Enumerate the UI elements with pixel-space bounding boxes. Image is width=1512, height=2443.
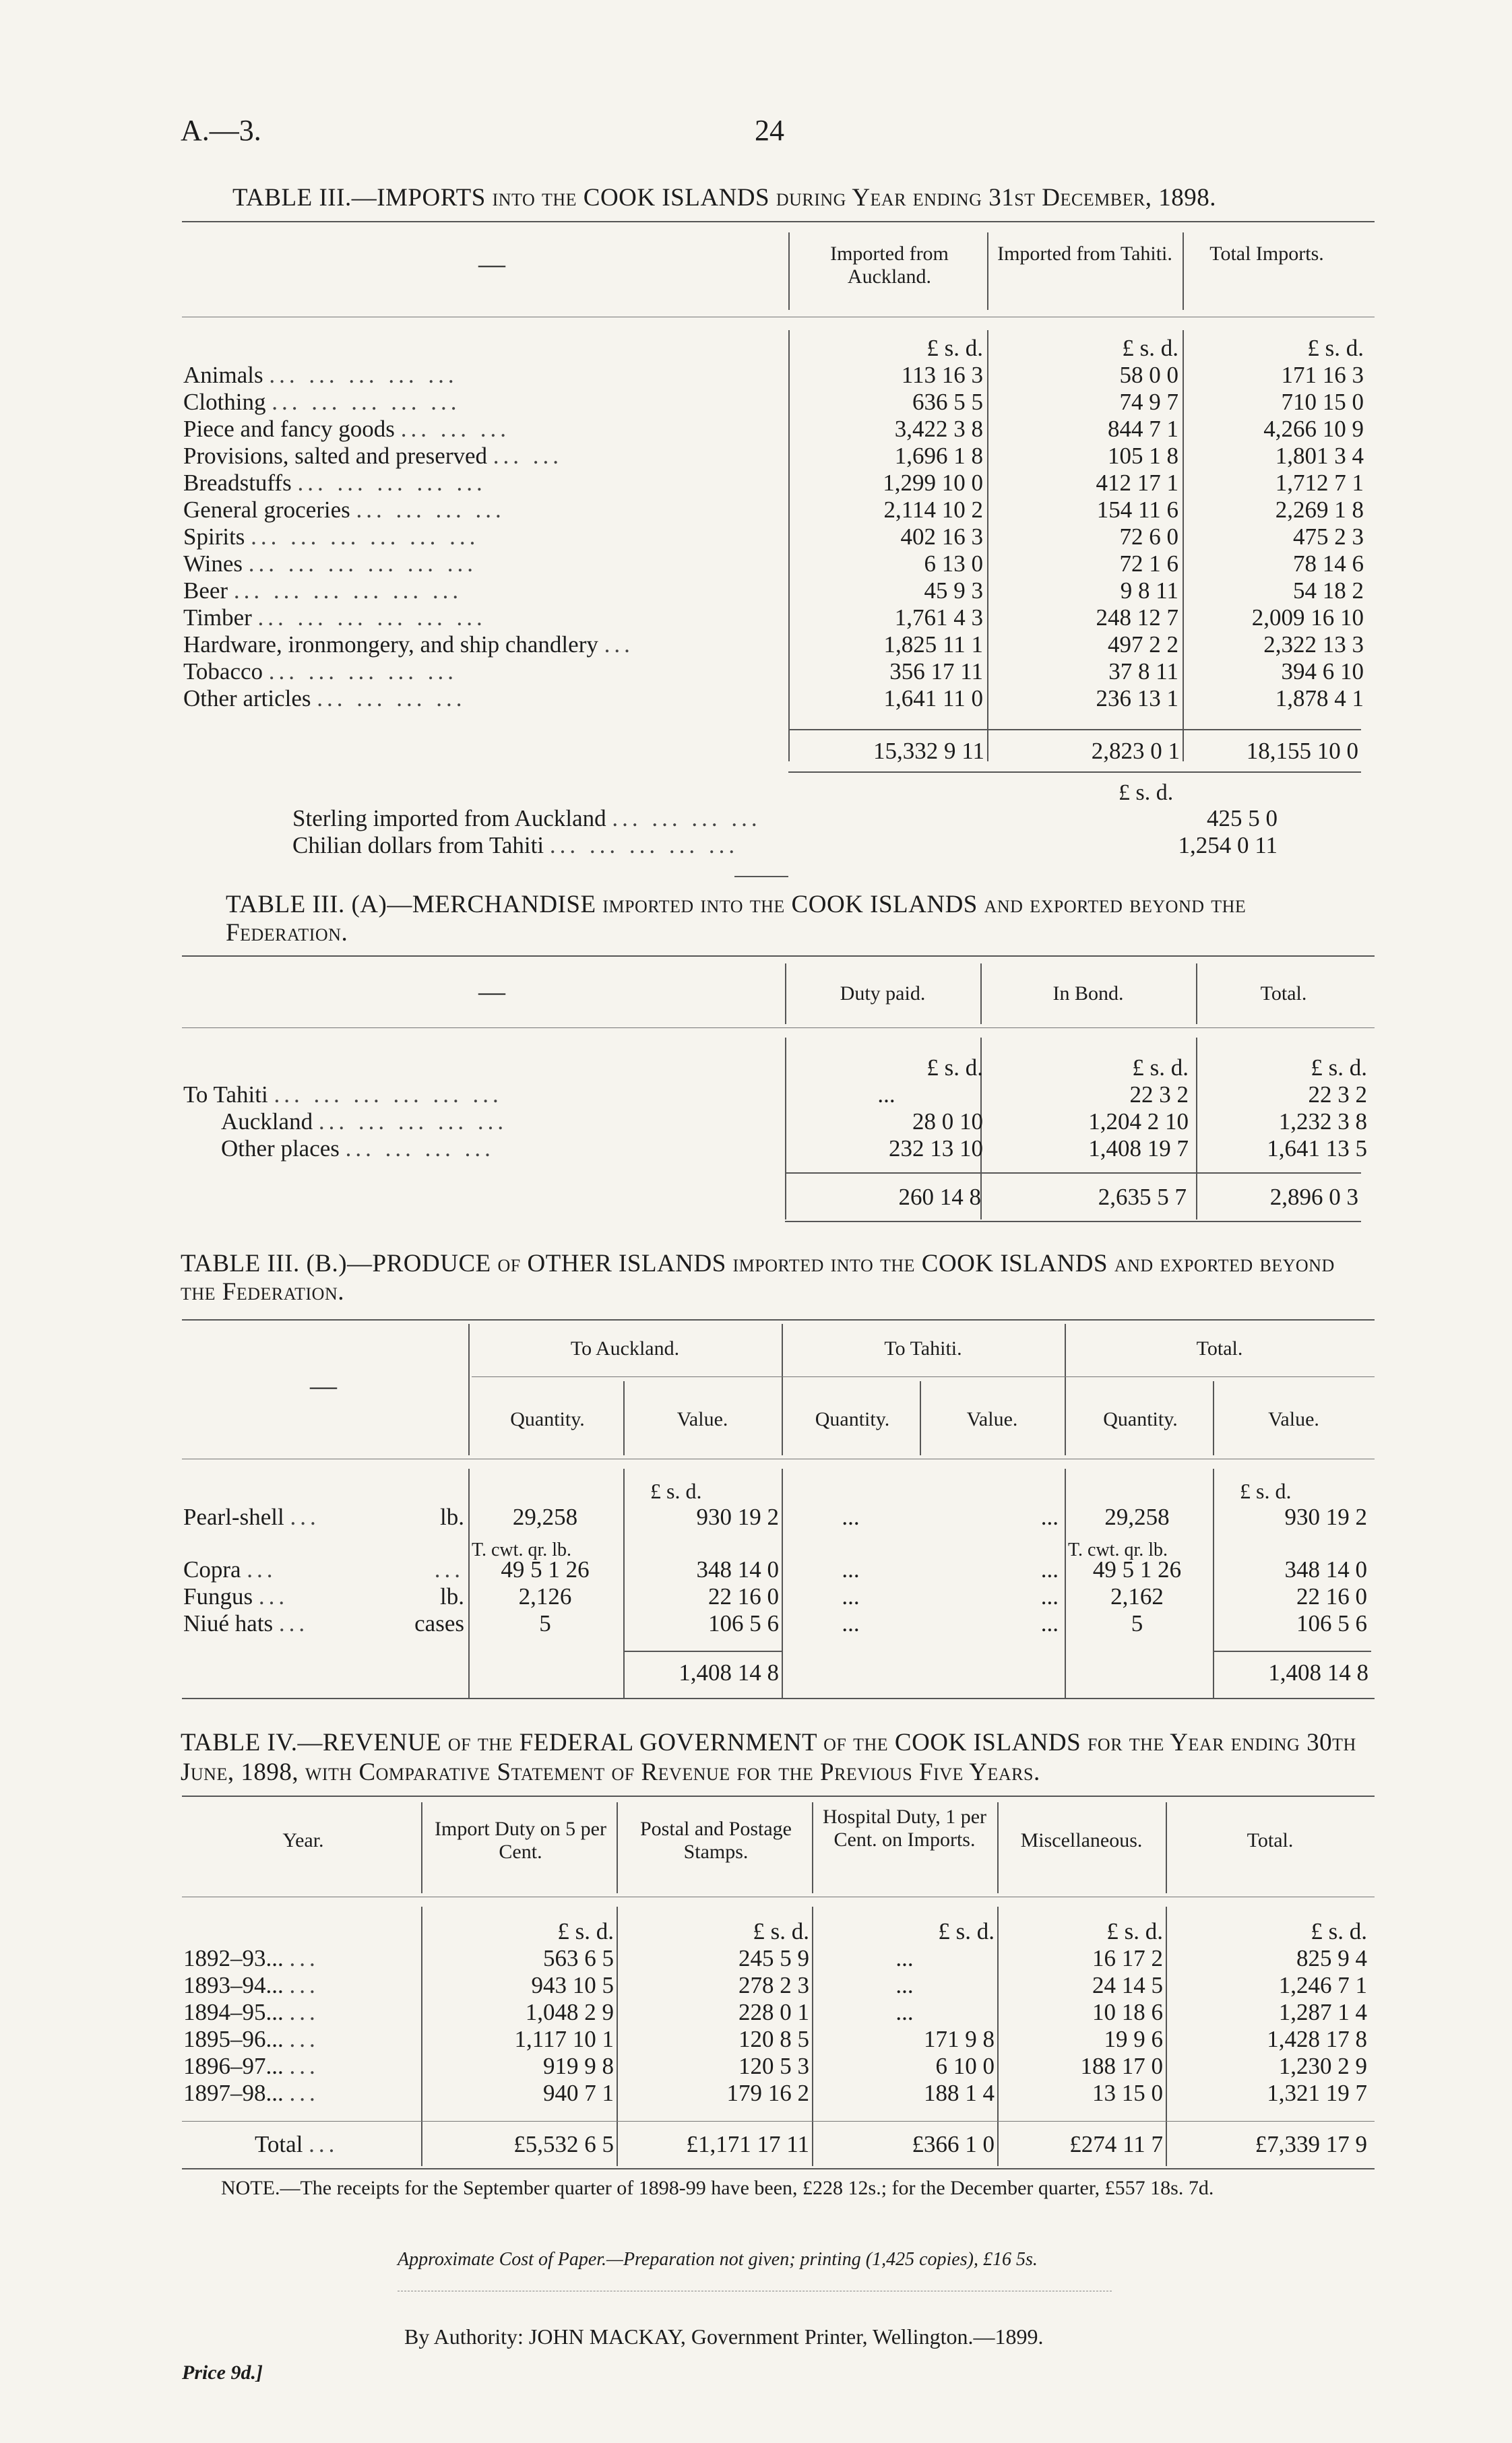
cell-total: 1,801 3 4: [1275, 443, 1364, 469]
totals-row: [788, 738, 1361, 765]
table4-col-divider: [421, 1802, 422, 1893]
sterling-units: £ s. d.: [1119, 780, 1174, 805]
table-row: Breadstuffs ... ... ... ... ... 1,299 10 0 412 17 1 1,712 7 1: [181, 470, 1366, 497]
table3-title: TABLE III.—IMPORTS into the COOK ISLANDS during Year ending 31st December, 1898.: [232, 184, 1217, 212]
table3a-header-duty: Duty paid.: [840, 982, 926, 1005]
cell-duty: ...: [877, 1081, 895, 1108]
cell-value: 106 5 6: [708, 1610, 779, 1637]
table4-title: TABLE IV.—REVENUE of the FEDERAL GOVERNMENT of the COOK ISLANDS for the Year ending 30th June, 1898, with Comparative Statement of Revenue for the Previous Five Years.: [181, 1729, 1356, 1786]
cell-total: 1,230 2 9: [1278, 2053, 1367, 2079]
cell-qty: 49 5 1 26: [501, 1556, 590, 1583]
row-label: Auckland: [221, 1108, 313, 1135]
cell-total: 4,266 10 9: [1263, 416, 1364, 442]
cell-hospital: ...: [895, 1972, 914, 1998]
table3b-col-divider: [468, 1324, 470, 1455]
table-row: Hardware, ironmongery, and ship chandlery ... 1,825 11 1 497 2 2 2,322 13 3: [181, 631, 1366, 658]
cell-import: 919 9 8: [543, 2053, 614, 2079]
cell-qty: 49 5 1 26: [1092, 1556, 1182, 1583]
table3b-total-rule: [623, 1651, 782, 1652]
units-label: £ s. d.: [926, 1054, 983, 1081]
cell-total: 54 18 2: [1293, 577, 1364, 604]
table3a-units-row: [181, 1054, 1370, 1081]
row-label: Animals: [183, 362, 263, 388]
cell-value: 348 14 0: [696, 1556, 779, 1583]
table-row: 1892–93... ... 563 6 5 245 5 9 ... 16 17 2 825 9 4: [181, 1945, 1370, 1972]
cell-misc: 10 18 6: [1092, 1999, 1163, 2025]
table3-total-rule: [788, 729, 1361, 730]
table3b-col-divider: [1213, 1381, 1214, 1455]
table4-col-divider: [1166, 1802, 1167, 1893]
table3-col-divider: [1183, 232, 1184, 310]
table-row: Spirits ... ... ... ... ... ... 402 16 3 72 6 0 475 2 3: [181, 524, 1366, 550]
cell-total: 1,641 13 5: [1267, 1135, 1367, 1162]
row-year: 1892–93...: [183, 1945, 284, 1971]
table4-header-import: Import Duty on 5 per Cent.: [435, 1818, 606, 1863]
total-merchandise: 2,896 0 3: [1269, 1184, 1358, 1210]
table3b-stub-dash: —: [310, 1370, 337, 1401]
units-label: £ s. d.: [1106, 1918, 1163, 1944]
row-label: General groceries: [183, 497, 350, 523]
table3-top-rule: [182, 221, 1375, 222]
table4-col-divider: [997, 1802, 999, 1893]
total-tahiti: 2,823 0 1: [1091, 738, 1180, 764]
cost-note: Approximate Cost of Paper.—Preparation not given; printing (1,425 copies), £16 5s.: [398, 2249, 1038, 2270]
cell-postal: 120 8 5: [738, 2026, 809, 2052]
cell-total: 2,009 16 10: [1251, 604, 1364, 631]
row-label: Piece and fancy goods: [183, 416, 395, 442]
cell-misc: 24 14 5: [1092, 1972, 1163, 1998]
sterling-value: 1,254 0 11: [1178, 832, 1278, 858]
table-row: Piece and fancy goods ... ... ... 3,422 3 8 844 7 1 4,266 10 9: [181, 416, 1366, 443]
cell-postal: 179 16 2: [726, 2080, 809, 2106]
table3b-header-total: Total.: [1196, 1337, 1243, 1360]
cell-auckland: 1,641 11 0: [883, 685, 983, 711]
cell-tahiti: 72 1 6: [1119, 550, 1178, 577]
table-row: General groceries ... ... ... ... 2,114 10 2 154 11 6 2,269 1 8: [181, 497, 1366, 524]
table3b-subheader: Quantity.: [1103, 1408, 1178, 1430]
table3-col-divider: [987, 232, 988, 310]
cell-total: 2,322 13 3: [1263, 631, 1364, 658]
table3b-subheader: Quantity.: [815, 1408, 890, 1430]
table4-header-misc: Miscellaneous.: [1020, 1829, 1143, 1851]
table3-col-divider: [788, 232, 790, 310]
row-label: Wines: [183, 550, 243, 577]
table-row: Other articles ... ... ... ... 1,641 11 0 236 13 1 1,878 4 1: [181, 685, 1366, 712]
cell-qty: 29,258: [1104, 1504, 1170, 1530]
cell-duty: 28 0 10: [912, 1108, 983, 1135]
table-row: Tobacco ... ... ... ... ... 356 17 11 37 8 11 394 6 10: [181, 658, 1366, 685]
row-label: Breadstuffs: [183, 470, 292, 496]
cell-auckland: 6 13 0: [924, 550, 983, 577]
total-auckland: 15,332 9 11: [873, 738, 984, 764]
cell-auckland: 356 17 11: [889, 658, 983, 685]
cell-total: 78 14 6: [1293, 550, 1364, 577]
row-label: Hardware, ironmongery, and ship chandlery: [183, 631, 598, 658]
cell-auckland: 2,114 10 2: [883, 497, 983, 523]
table3a-body: [181, 1054, 1370, 1162]
table3-header-auckland: Imported from Auckland.: [830, 243, 949, 288]
value-units: £ s. d.: [650, 1479, 702, 1503]
table3b-top-rule: [182, 1319, 1375, 1321]
cell-hospital: 171 9 8: [924, 2026, 995, 2052]
table3a-total-rule: [785, 1172, 1361, 1174]
cell-tahiti: 412 17 1: [1096, 470, 1178, 496]
table3a-header-rule: [182, 1027, 1375, 1028]
cell-import: 1,048 2 9: [525, 1999, 614, 2025]
row-label: Copra: [183, 1556, 241, 1583]
table3-totals: [788, 738, 1361, 765]
cell-misc: 188 17 0: [1080, 2053, 1163, 2079]
table4-col-divider: [617, 1802, 618, 1893]
units-label: £ s. d.: [926, 335, 983, 361]
table4-header-hospital: Hospital Duty, 1 per Cent. on Imports.: [822, 1806, 987, 1851]
table-row: Timber ... ... ... ... ... ... 1,761 4 3 248 12 7 2,009 16 10: [181, 604, 1366, 631]
cell-auckland: 113 16 3: [901, 362, 983, 388]
total-auckland-value: 1,408 14 8: [679, 1659, 779, 1686]
table3b-bottom-rule: [182, 1698, 1375, 1699]
units-label: £ s. d.: [557, 1918, 614, 1944]
units-label: £ s. d.: [1311, 1054, 1367, 1081]
table3b-subheader: Quantity.: [510, 1408, 585, 1430]
table-row: Beer ... ... ... ... ... ... 45 9 3 9 8 11 54 18 2: [181, 577, 1366, 604]
row-label: Beer: [183, 577, 228, 604]
cell-import: 563 6 5: [543, 1945, 614, 1971]
separator-rule: [734, 876, 788, 877]
cell-tahiti: 154 11 6: [1096, 497, 1178, 523]
units-label: £ s. d.: [1311, 1918, 1367, 1944]
copra-units: T. cwt. qr. lb.: [1068, 1540, 1168, 1560]
row-label: Tobacco: [183, 658, 263, 685]
cell-total: 1,232 3 8: [1278, 1108, 1367, 1135]
cell-tahiti: 844 7 1: [1108, 416, 1178, 442]
cell-total: 394 6 10: [1281, 658, 1364, 685]
units-label: £ s. d.: [938, 1918, 995, 1944]
cell-bond: 1,408 19 7: [1088, 1135, 1189, 1162]
row-label: Timber: [183, 604, 252, 631]
cell-total: 1,287 1 4: [1278, 1999, 1367, 2025]
table-row: Niué hats ... cases 5 106 5 6 ... ... 5 106 5 6: [181, 1610, 1370, 1637]
total-duty: 260 14 8: [898, 1184, 981, 1210]
cell-qty: ...: [842, 1504, 860, 1530]
table3a-col-divider: [785, 963, 786, 1024]
table3b-title: TABLE III. (B.)—PRODUCE of OTHER ISLANDS imported into the COOK ISLANDS and exported beyond the Federation.: [181, 1250, 1335, 1306]
row-label: Other places: [221, 1135, 340, 1162]
table-row: To Tahiti ... ... ... ... ... ... ... 22 3 2 22 3 2: [181, 1081, 1370, 1108]
price: Price 9d.]: [182, 2361, 263, 2384]
cell-tahiti: 105 1 8: [1108, 443, 1178, 469]
totals-row: Total ... £5,532 6 5 £1,171 17 11 £366 1 0 £274 11 7 £7,339 17 9: [181, 2131, 1370, 2158]
total-label: Total: [255, 2131, 303, 2157]
cell-hospital: 188 1 4: [924, 2080, 995, 2106]
cell-total: 475 2 3: [1293, 524, 1364, 550]
row-label: Fungus: [183, 1583, 253, 1610]
cell-hospital: 6 10 0: [935, 2053, 995, 2079]
total-bond: 2,635 5 7: [1098, 1184, 1187, 1210]
total-misc: £274 11 7: [1069, 2131, 1163, 2157]
cell-auckland: 1,299 10 0: [883, 470, 983, 496]
cell-import: 940 7 1: [543, 2080, 614, 2106]
cell-total: 171 16 3: [1281, 362, 1364, 388]
row-label: Pearl-shell: [183, 1504, 284, 1530]
cell-total: 710 15 0: [1281, 389, 1364, 415]
table3b-group-rule: [472, 1376, 1375, 1377]
table3a-totals: [785, 1184, 1361, 1211]
cell-total: 2,269 1 8: [1275, 497, 1364, 523]
total-import: £5,532 6 5: [513, 2131, 614, 2157]
cell-value: 106 5 6: [1296, 1610, 1367, 1637]
row-label: Clothing: [183, 389, 266, 415]
cell-auckland: 402 16 3: [900, 524, 983, 550]
table3-bottom-rule: [788, 771, 1361, 773]
table-row: Sterling imported from Auckland ... ... ... ... 425 5 0: [290, 805, 1280, 832]
table3b-header-auckland: To Auckland.: [570, 1337, 680, 1360]
table-row: Chilian dollars from Tahiti ... ... ... ... ... 1,254 0 11: [290, 832, 1280, 859]
cell-qty: 5: [1131, 1610, 1143, 1637]
table3b-total-rule: [1213, 1651, 1371, 1652]
cell-auckland: 3,422 3 8: [894, 416, 983, 442]
table-row: 1897–98... ... 940 7 1 179 16 2 188 1 4 13 15 0 1,321 19 7: [181, 2080, 1370, 2107]
table4-total-rule: [182, 2121, 1375, 2122]
printer-authority: By Authority: JOHN MACKAY, Government Printer, Wellington.—1899.: [404, 2324, 1044, 2349]
cell-postal: 120 5 3: [738, 2053, 809, 2079]
row-label: Other articles: [183, 685, 311, 711]
cell-misc: 19 9 6: [1104, 2026, 1163, 2052]
units-label: £ s. d.: [1307, 335, 1364, 361]
table-row: Wines ... ... ... ... ... ... 6 13 0 72 1 6 78 14 6: [181, 550, 1366, 577]
cell-total: 1,246 7 1: [1278, 1972, 1367, 1998]
total-postal: £1,171 17 11: [686, 2131, 809, 2157]
cell-qty: ...: [842, 1583, 860, 1610]
table4-totals: [181, 2131, 1370, 2158]
total-imports: 18,155 10 0: [1246, 738, 1358, 764]
cell-import: 943 10 5: [531, 1972, 614, 1998]
row-label: Provisions, salted and preserved: [183, 443, 488, 469]
cell-tahiti: 9 8 11: [1120, 577, 1178, 604]
table-row: 1894–95... ... 1,048 2 9 228 0 1 ... 10 18 6 1,287 1 4: [181, 1999, 1370, 2026]
cell-value: 930 19 2: [696, 1504, 779, 1530]
table-row: 1893–94... ... 943 10 5 278 2 3 ... 24 14 5 1,246 7 1: [181, 1972, 1370, 1999]
table4-header-year: Year.: [282, 1829, 324, 1851]
cell-bond: 1,204 2 10: [1088, 1108, 1189, 1135]
table-row: Animals ... ... ... ... ... 113 16 3 58 0 0 171 16 3: [181, 362, 1366, 389]
table3b-body: [181, 1556, 1370, 1637]
totals-row: [623, 1659, 1371, 1686]
cell-value: ...: [1040, 1504, 1059, 1530]
cell-tahiti: 58 0 0: [1119, 362, 1178, 388]
document-reference: A.—3.: [181, 114, 261, 147]
row-label: Spirits: [183, 524, 245, 550]
table3a-col-divider: [980, 963, 982, 1024]
cell-auckland: 1,825 11 1: [883, 631, 983, 658]
table3b-pearlshell: [181, 1504, 1370, 1531]
table3-body: [181, 335, 1366, 712]
cell-value: 22 16 0: [708, 1583, 779, 1610]
table3a-col-divider: [1196, 963, 1197, 1024]
sterling-table: [290, 805, 1280, 859]
cell-qty: 2,162: [1110, 1583, 1164, 1610]
table3a-bottom-rule: [785, 1221, 1361, 1222]
cell-qty: ...: [842, 1556, 860, 1583]
row-label: Sterling imported from Auckland: [292, 805, 606, 831]
table4-header-total: Total.: [1247, 1829, 1294, 1851]
cell-misc: 13 15 0: [1092, 2080, 1163, 2106]
row-year: 1897–98...: [183, 2080, 284, 2106]
units-label: £ s. d.: [1132, 1054, 1189, 1081]
table4-bottom-rule: [182, 2168, 1375, 2169]
table3a-header-bond: In Bond.: [1052, 982, 1124, 1005]
copra-units: T. cwt. qr. lb.: [472, 1540, 572, 1560]
table4-top-rule: [182, 1796, 1375, 1797]
cell-qty: 29,258: [512, 1504, 578, 1530]
row-year: 1896–97...: [183, 2053, 284, 2079]
table3a-top-rule: [182, 955, 1375, 957]
cell-postal: 245 5 9: [738, 1945, 809, 1971]
cell-auckland: 636 5 5: [912, 389, 983, 415]
table3b-totals: [623, 1659, 1371, 1686]
row-year: 1895–96...: [183, 2026, 284, 2052]
cell-postal: 228 0 1: [738, 1999, 809, 2025]
table-row: Other places ... ... ... ... 232 13 10 1,408 19 7 1,641 13 5: [181, 1135, 1370, 1162]
cell-value: ...: [1040, 1583, 1059, 1610]
table4-col-divider: [812, 1802, 813, 1893]
table3b-subheader: Value.: [676, 1408, 728, 1430]
row-unit: lb.: [440, 1504, 464, 1530]
page-number: 24: [755, 114, 784, 147]
cell-tahiti: 74 9 7: [1119, 389, 1178, 415]
table3-header-total: Total Imports.: [1209, 243, 1324, 265]
cell-bond: 22 3 2: [1129, 1081, 1189, 1108]
cell-total: 1,878 4 1: [1275, 685, 1364, 711]
sterling-value: 425 5 0: [1207, 805, 1278, 831]
table-row: 1895–96... ... 1,117 10 1 120 8 5 171 9 8 19 9 6 1,428 17 8: [181, 2026, 1370, 2053]
cell-duty: 232 13 10: [889, 1135, 983, 1162]
table4-body: [181, 1918, 1370, 2107]
cell-postal: 278 2 3: [738, 1972, 809, 1998]
total-value: 1,408 14 8: [1268, 1659, 1368, 1686]
cell-misc: 16 17 2: [1092, 1945, 1163, 1971]
table4-note: NOTE.—The receipts for the September quarter of 1898-99 have been, £228 12s.; for the December quarter, £557 18s. 7d.: [221, 2177, 1214, 2199]
cell-qty: ...: [842, 1610, 860, 1637]
cell-hospital: ...: [895, 1945, 914, 1971]
total-hospital: £366 1 0: [912, 2131, 995, 2157]
cell-qty: 5: [539, 1610, 551, 1637]
row-year: 1893–94...: [183, 1972, 284, 1998]
table3b-col-divider: [920, 1381, 921, 1455]
total-revenue: £7,339 17 9: [1255, 2131, 1367, 2157]
table4-header-postal: Postal and Postage Stamps.: [640, 1818, 792, 1863]
cell-total: 22 3 2: [1308, 1081, 1367, 1108]
table-row: Provisions, salted and preserved ... ... 1,696 1 8 105 1 8 1,801 3 4: [181, 443, 1366, 470]
table-row: Copra ... ... 49 5 1 26 348 14 0 ... ... 49 5 1 26 348 14 0: [181, 1556, 1370, 1583]
cell-value: ...: [1040, 1556, 1059, 1583]
table3-stub-dash: —: [478, 249, 505, 279]
table3a-title: TABLE III. (A)—MERCHANDISE imported into the COOK ISLANDS and exported beyond the Federation.: [226, 891, 1247, 947]
table3b-col-divider: [1065, 1324, 1066, 1455]
cell-qty: 2,126: [518, 1583, 572, 1610]
table3b-col-divider: [623, 1381, 625, 1455]
cell-hospital: ...: [895, 1999, 914, 2025]
cell-tahiti: 72 6 0: [1119, 524, 1178, 550]
totals-row: [785, 1184, 1361, 1211]
table3a-stub-dash: —: [478, 976, 505, 1007]
cell-auckland: 1,696 1 8: [894, 443, 983, 469]
row-label: To Tahiti: [183, 1081, 268, 1108]
row-label: Niué hats: [183, 1610, 274, 1637]
table-row: 1896–97... ... 919 9 8 120 5 3 6 10 0 188 17 0 1,230 2 9: [181, 2053, 1370, 2080]
table-row: Fungus ... lb. 2,126 22 16 0 ... ... 2,162 22 16 0: [181, 1583, 1370, 1610]
table3b-col-divider: [782, 1324, 783, 1455]
table3b-header-tahiti: To Tahiti.: [884, 1337, 962, 1360]
units-label: £ s. d.: [1122, 335, 1178, 361]
row-unit: cases: [414, 1610, 464, 1637]
table-row: Clothing ... ... ... ... ... 636 5 5 74 9 7 710 15 0: [181, 389, 1366, 416]
cell-tahiti: 497 2 2: [1108, 631, 1178, 658]
table3a-header-total: Total.: [1260, 982, 1307, 1005]
cell-value: 348 14 0: [1284, 1556, 1367, 1583]
table3-units-row: [181, 335, 1366, 362]
row-unit: lb.: [440, 1583, 464, 1610]
cell-total: 1,712 7 1: [1275, 470, 1364, 496]
cell-tahiti: 236 13 1: [1096, 685, 1178, 711]
table3b-subheader: Value.: [1268, 1408, 1319, 1430]
table4-units-row: [181, 1918, 1370, 1945]
cell-value: 22 16 0: [1296, 1583, 1367, 1610]
units-label: £ s. d.: [753, 1918, 809, 1944]
cell-auckland: 45 9 3: [924, 577, 983, 604]
table3b-subheader: Value.: [966, 1408, 1018, 1430]
cell-value: ...: [1040, 1610, 1059, 1637]
row-year: 1894–95...: [183, 1999, 284, 2025]
cell-import: 1,117 10 1: [514, 2026, 614, 2052]
row-label: Chilian dollars from Tahiti: [292, 832, 544, 858]
cell-auckland: 1,761 4 3: [894, 604, 983, 631]
table-row: Pearl-shell ... lb. 29,258 930 19 2 ... ... 29,258 930 19 2: [181, 1504, 1370, 1531]
value-units: £ s. d.: [1240, 1479, 1292, 1503]
cell-total: 1,321 19 7: [1267, 2080, 1367, 2106]
cell-total: 1,428 17 8: [1267, 2026, 1367, 2052]
cell-tahiti: 37 8 11: [1108, 658, 1178, 685]
cell-tahiti: 248 12 7: [1096, 604, 1178, 631]
cell-value: 930 19 2: [1284, 1504, 1367, 1530]
table3-header-tahiti: Imported from Tahiti.: [997, 243, 1172, 265]
cell-total: 825 9 4: [1296, 1945, 1367, 1971]
table-row: Auckland ... ... ... ... ... 28 0 10 1,204 2 10 1,232 3 8: [181, 1108, 1370, 1135]
